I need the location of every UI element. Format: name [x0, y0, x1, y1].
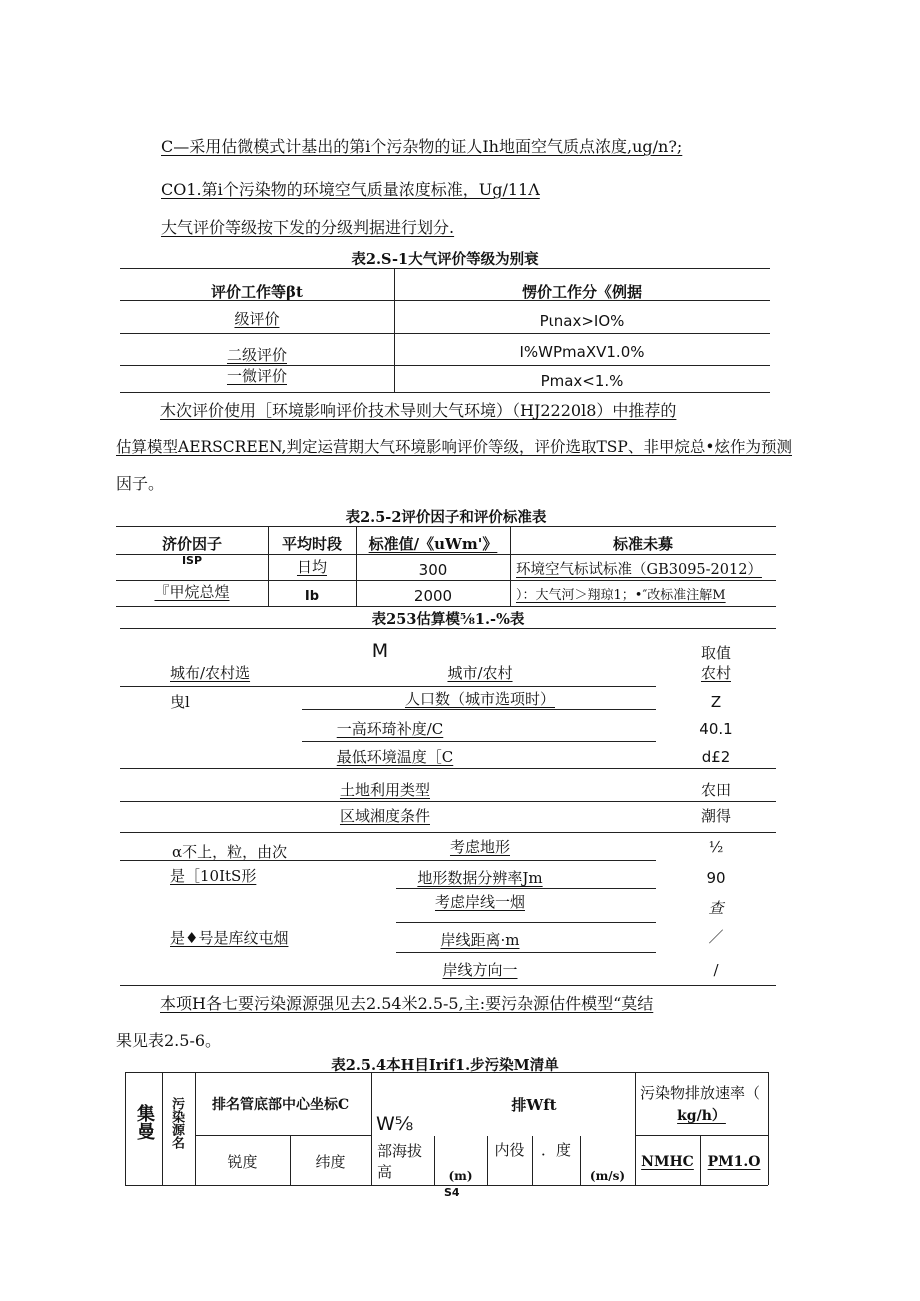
table3-value: ／ — [708, 928, 724, 946]
table1-cell: 级评价 — [234, 310, 280, 328]
table3-header-value: 取值 — [700, 644, 731, 662]
table3-value: d£2 — [701, 748, 731, 766]
table4-caption: 表2.5.4本H目Irif1.步污染M清单 — [331, 1057, 559, 1074]
table1-caption: 表2.S-1大气评价等级为别衰 — [351, 251, 539, 268]
table2-cell: ISP — [181, 554, 203, 567]
table4-inner: 内役 — [494, 1141, 525, 1159]
table3-group: α不上，粒，由次 — [172, 843, 288, 861]
table3-param: 岸线距离·m — [440, 931, 520, 949]
table1-cell: I%WPmaXV1.0% — [519, 343, 645, 361]
table4-alt-bottom: 部海拔高 — [377, 1142, 423, 1181]
table4-degree: ．度 — [540, 1141, 571, 1159]
table3-param: 岸线方向一 — [442, 961, 518, 979]
table3-value: ½ — [708, 838, 724, 856]
table3-value: 潮得 — [700, 807, 731, 825]
table2-header: 济价因子 — [161, 535, 222, 553]
table4-alt-top: W⅝ — [376, 1113, 414, 1135]
table1-header-level: 评价工作等βt — [211, 283, 303, 301]
table2-header: 标准值/《uWm'》 — [368, 535, 498, 553]
table3-value: 农村 — [700, 664, 731, 682]
paragraph-sources-line2: 果见表2.5-6。 — [116, 1031, 222, 1050]
table4-lat: 纬度 — [315, 1153, 346, 1171]
table3-param: 土地利用类型 — [339, 781, 430, 799]
table4-lon: 锐度 — [227, 1153, 258, 1171]
table1-cell: 二级评价 — [226, 346, 287, 364]
table3-caption: 表253估算模⅝1.-%表 — [371, 611, 525, 628]
paragraph-formula-c: C—采用估微模式计基出的第i个污杂物的证人Ih地面空气质点浓度,ug/n?; — [161, 137, 683, 156]
table4-rate-header: 污染物排放速率（ — [640, 1084, 761, 1102]
table3-group: 曳l — [170, 693, 190, 711]
table1-cell: 一微评价 — [226, 367, 287, 385]
table2-cell: 300 — [418, 561, 448, 579]
table3-header-m: M — [371, 640, 389, 662]
table4-nmhc: NMHC — [641, 1154, 694, 1170]
table3-param: 地形数据分辨率Jm — [417, 869, 543, 887]
table2-cell: 『甲烷总煌 — [154, 583, 230, 601]
table3-param: 考虑岸线一烟 — [434, 893, 525, 911]
paragraph-formula-co: CO1.第i个污染物的环境空气质量浓度标准，Ug/11Λ — [161, 180, 540, 199]
table4-unit-m: (m) — [448, 1169, 473, 1183]
table2-header: 标准未募 — [612, 535, 673, 553]
table2-header: 平均时段 — [281, 535, 342, 553]
paragraph-method-line3: 因子。 — [116, 474, 165, 493]
table3-param: 最低环境温度［C — [336, 748, 454, 766]
table4-rate-header-unit: kg/h） — [677, 1108, 726, 1124]
paragraph-grading-intro: 大气评价等级按下发的分级判据进行划分. — [161, 218, 455, 237]
table4-unit-ms: (m/s) — [589, 1169, 626, 1183]
table4-exhaust-header: 排Wft — [511, 1096, 557, 1114]
table4-col-group: 集曼 — [134, 1104, 155, 1140]
table3-param: 人口数（城市选项时） — [404, 690, 555, 708]
table2-cell: ）：大气河＞翔琼1；•″改标准注解M — [516, 588, 726, 603]
page-number: S4 — [444, 1186, 460, 1199]
table3-value: / — [713, 961, 719, 979]
table2-caption: 表2.5-2评价因子和评价标准表 — [345, 509, 547, 526]
table3-value: 90 — [706, 869, 726, 887]
table3-group: 城布/农村选 — [170, 664, 251, 682]
table4-col-source-name: 污染源名 — [169, 1097, 184, 1149]
table3-value: 农田 — [700, 781, 731, 799]
table1-header-basis: 愣价工作分《例据 — [521, 283, 642, 301]
paragraph-sources-line1: 本项H各七要污染源源强见去2.54米2.5-5,主:要污杂源估件模型“莫结 — [160, 994, 654, 1013]
table3-param: 考虑地形 — [449, 838, 510, 856]
table3-value: Z — [710, 693, 722, 711]
table4-pm: PM1.O — [707, 1154, 761, 1170]
table3-group: 是♦号是库纹屯烟 — [170, 929, 289, 947]
table3-value: 40.1 — [699, 720, 733, 738]
table3-value: 查 — [708, 899, 724, 917]
table3-param: 城市/农村 — [447, 664, 513, 682]
table2-cell: 日均 — [296, 558, 327, 576]
table2-cell: 2000 — [413, 587, 453, 605]
table3-param: 一高环琦补度/C — [336, 720, 444, 738]
table4-coord-header: 排名管底部中心坐标C — [212, 1097, 350, 1113]
table3-param: 区域湘度条件 — [339, 807, 430, 825]
table1-cell: Pιnax>IO% — [539, 312, 625, 330]
paragraph-method-line1: 木次评价使用［环境影响评价技术导则大气环境）（HJ2220l8）中推荐的 — [160, 401, 677, 420]
table2-cell: 环境空气标试标准（GB3095-2012） — [516, 562, 762, 578]
table3-group: 是［10ItS形 — [170, 867, 257, 885]
paragraph-method-line2: 估算模型AERSCREEN,判定运营期大气环境影响评价等级，评价选取TSP、非甲烷总•炫作为预测 — [116, 438, 792, 456]
table2-cell: Ib — [304, 589, 320, 604]
table1-cell: Pmax<1.% — [540, 372, 624, 390]
